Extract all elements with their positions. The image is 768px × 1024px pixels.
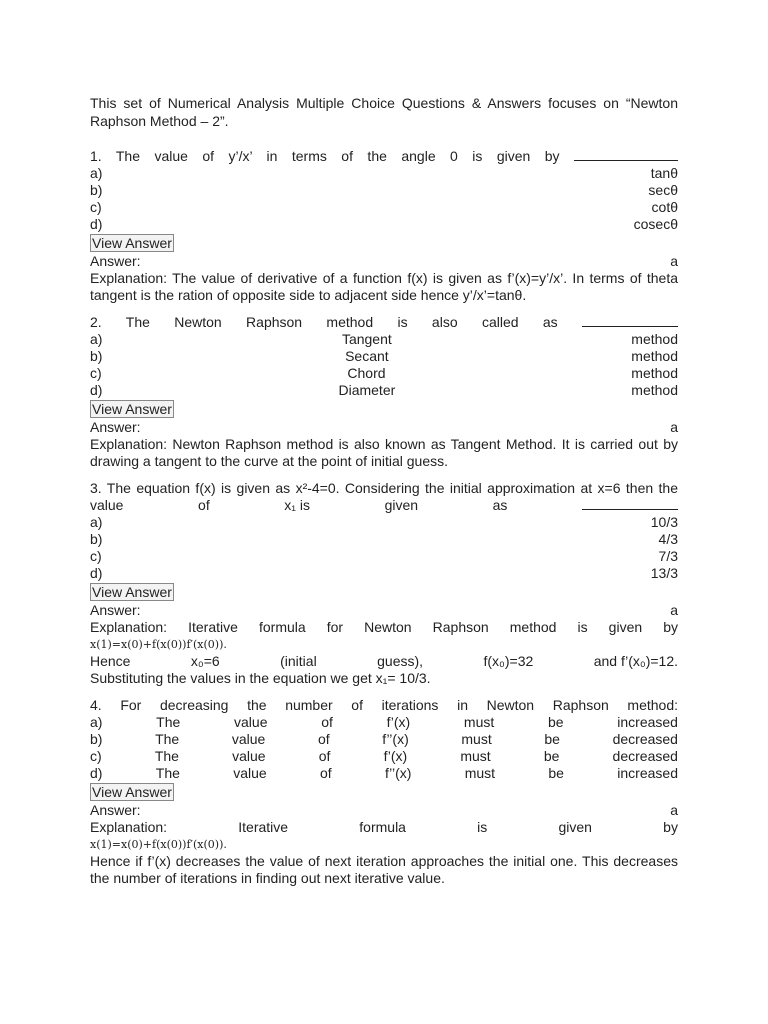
q2-option-b: b) Secant method (90, 348, 678, 364)
formula: x(1)=x(0)+f(x(0))f′(x(0)). (90, 638, 227, 651)
answer-line: Answer: a (90, 253, 678, 269)
view-answer-button[interactable]: View Answer (92, 784, 172, 800)
question-1-text: 1. The value of y’/x’ in terms of the angle 0 is given by (90, 148, 678, 165)
question-3-text-line-1: 3. The equation f(x) is given as x²-4=0. Considering the initial approximation at x=6 then the (90, 480, 678, 496)
explanation-line-1: Explanation: Iterative formula for Newton Raphson method is given by (90, 619, 678, 635)
q4-option-a: a) The value of f’(x) must be increased (90, 714, 678, 730)
q3-option-a: a) 10/3 (90, 514, 678, 530)
explanation-line-3: Substituting the values in the equation we get x₁= 10/3. (90, 670, 431, 686)
view-answer-button[interactable]: View Answer (92, 584, 172, 600)
q2-option-a: a) Tangent method (90, 331, 678, 347)
question-2 (90, 314, 678, 470)
intro-text: This set of Numerical Analysis Multiple Choice Questions & Answers focuses on “Newton Raphson Method – 2”. (90, 95, 678, 129)
q1-option-a: a) tanθ (90, 165, 678, 181)
blank-line (574, 148, 678, 161)
answer-line: Answer: a (90, 602, 678, 618)
q4-option-d: d) The value of f’’(x) must be increased (90, 765, 678, 781)
view-answer-button[interactable]: View Answer (92, 235, 172, 251)
answer-line: Answer: a (90, 419, 678, 435)
q3-option-c: c) 7/3 (90, 548, 678, 564)
formula: x(1)=x(0)+f(x(0))f′(x(0)). (90, 838, 227, 851)
question-2-text: 2. The Newton Raphson method is also called as (90, 314, 678, 331)
q2-option-d: d) Diameter method (90, 382, 678, 398)
explanation: Explanation: Newton Raphson method is also known as Tangent Method. It is carried out by drawing a tangent to the curve at the point of initial guess. (90, 436, 678, 469)
answer-line: Answer: a (90, 802, 678, 818)
question-3 (90, 480, 678, 687)
question-3-text-line-2: value of x₁ is given as (90, 497, 678, 514)
blank-line (582, 497, 678, 510)
explanation-line-1: Explanation: Iterative formula is given by (90, 819, 678, 835)
question-1 (90, 148, 678, 304)
explanation-line-2: Hence if f’(x) decreases the value of next iteration approaches the initial one. This decreases the number of iterations in finding out next iterative value. (90, 853, 678, 886)
explanation-line-2: Hence x₀=6 (initial guess), f(x₀)=32 and f’(x₀)=12. (90, 653, 678, 669)
q4-option-b: b) The value of f’’(x) must be decreased (90, 731, 678, 747)
q4-option-c: c) The value of f’(x) must be decreased (90, 748, 678, 764)
q2-option-c: c) Chord method (90, 365, 678, 381)
explanation: Explanation: The value of derivative of a function f(x) is given as f’(x)=y’/x’. In terms of theta tangent is the ration of opposite side to adjacent side hence y’/x’=tanθ. (90, 270, 678, 303)
q3-option-b: b) 4/3 (90, 531, 678, 547)
view-answer-button[interactable]: View Answer (92, 401, 172, 417)
q1-option-c: c) cotθ (90, 199, 678, 215)
document-body (90, 94, 678, 897)
blank-line (582, 314, 678, 327)
q3-option-d: d) 13/3 (90, 565, 678, 581)
question-4-text: 4. For decreasing the number of iterations in Newton Raphson method: (90, 697, 678, 713)
q1-option-b: b) secθ (90, 182, 678, 198)
q1-option-d: d) cosecθ (90, 216, 678, 232)
question-4 (90, 697, 678, 887)
